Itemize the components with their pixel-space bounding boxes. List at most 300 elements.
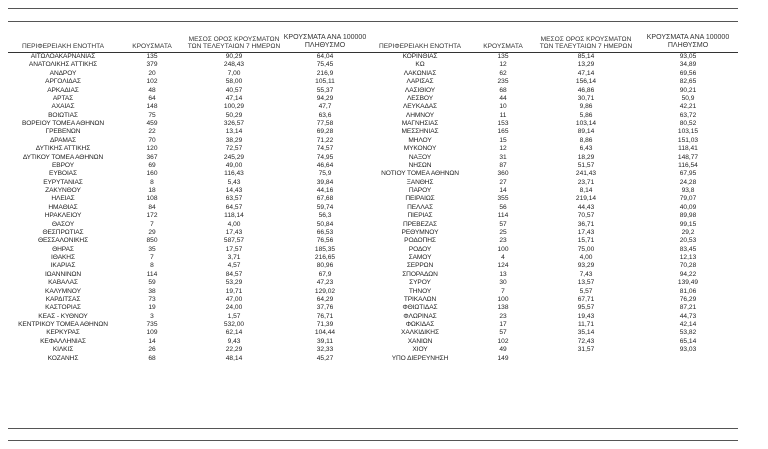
cases-cell: 379 [146, 61, 158, 69]
table-row [8, 195, 738, 203]
avg7-cell: 89,14 [577, 128, 595, 136]
cases-cell: 360 [497, 170, 509, 178]
per100k-cell: 46,64 [316, 161, 334, 169]
per100k-cell: 63,72 [679, 111, 697, 119]
table-row [8, 61, 738, 69]
table-row [8, 288, 738, 296]
avg7-cell: 22,29 [225, 346, 243, 354]
region-cell: ΔΥΤΙΚΗΣ ΑΤΤΙΚΗΣ [35, 145, 91, 153]
per100k-cell [638, 355, 738, 363]
per100k-cell: 59,74 [316, 203, 334, 211]
cases-cell: 19 [148, 304, 156, 312]
cases-cell: 153 [497, 120, 509, 127]
region-cell: ΙΚΑΡΙΑΣ [50, 262, 76, 270]
cases-cell: 8 [150, 262, 154, 270]
cases-cell: 100 [497, 245, 509, 253]
avg7-cell: 11,71 [577, 321, 594, 328]
region-cell: ΝΑΞΟΥ [408, 153, 432, 161]
cases-cell: 30 [499, 279, 507, 287]
region-cell: ΕΥΒΟΙΑΣ [49, 170, 77, 178]
cases-cell: 13 [499, 270, 507, 278]
table-row [8, 53, 738, 62]
table-row [8, 120, 738, 128]
per100k-cell: 151,03 [677, 136, 699, 144]
region-cell: ΕΒΡΟΥ [51, 161, 74, 169]
cases-cell: 12 [499, 61, 507, 69]
avg7-cell: 36,71 [577, 220, 595, 228]
per100k-cell: 93,05 [679, 53, 697, 60]
region-cell: ΧΑΛΚΙΔΙΚΗΣ [401, 329, 439, 337]
table-row [8, 262, 738, 270]
table-row [8, 246, 738, 254]
per100k-cell: 94,29 [316, 94, 334, 102]
cases-cell: 114 [146, 270, 158, 278]
per100k-cell: 90,21 [679, 86, 697, 94]
header-avg7: ΜΕΣΟΣ ΟΡΟΣ ΚΡΟΥΣΜΑΤΩΝ ΤΩΝ ΤΕΛΕΥΤΑΙΩΝ 7 ΗΜΕΡΩΝ [534, 34, 638, 53]
avg7-cell: 8,86 [579, 136, 593, 144]
header-region: ΠΕΡΙΦΕΡΕΙΑΚΗ ΕΝΟΤΗΤΑ [368, 34, 472, 53]
cases-cell: 14 [148, 337, 156, 345]
per100k-cell: 53,82 [679, 329, 697, 337]
table-row [8, 204, 738, 212]
per100k-cell: 74,95 [316, 153, 334, 161]
cases-cell: 38 [148, 287, 156, 295]
region-cell: ΤΗΝΟΥ [408, 287, 432, 295]
per100k-cell: 99,15 [679, 220, 697, 228]
per100k-cell: 67,68 [316, 195, 334, 203]
per100k-cell: 216,65 [314, 254, 336, 261]
avg7-cell: 19,43 [577, 312, 595, 320]
per100k-cell: 105,11 [315, 78, 335, 86]
per100k-cell: 69,56 [679, 69, 697, 77]
avg7-cell: 245,29 [223, 153, 245, 161]
per100k-cell: 77,58 [316, 120, 334, 127]
region-cell: ΘΕΣΠΡΩΤΙΑΣ [42, 228, 84, 236]
regional-cases-table [8, 34, 738, 363]
table-row [8, 338, 738, 346]
per100k-cell: 42,14 [679, 321, 697, 328]
table-row [8, 279, 738, 287]
cases-cell: 850 [146, 237, 158, 245]
cases-cell: 165 [497, 128, 509, 136]
avg7-cell: 19,71 [225, 287, 243, 295]
region-cell: ΗΛΕΙΑΣ [51, 195, 75, 203]
region-cell: ΚΑΒΑΛΑΣ [48, 279, 78, 287]
cases-cell: 8 [150, 178, 154, 186]
avg7-cell: 5,43 [227, 178, 241, 186]
per100k-cell: 66,53 [316, 228, 334, 236]
cases-cell: 367 [146, 153, 158, 161]
table-row [8, 162, 738, 170]
cases-cell: 160 [146, 170, 158, 178]
avg7-cell: 4,00 [579, 254, 593, 261]
cases-cell: 26 [148, 346, 156, 354]
avg7-cell: 17,57 [225, 245, 243, 253]
region-cell: ΚΕΡΚΥΡΑΣ [46, 329, 80, 337]
per100k-cell: 93,03 [679, 346, 697, 354]
avg7-cell: 100,29 [223, 103, 245, 111]
cases-cell: 70 [148, 136, 156, 144]
per100k-cell: 83,45 [679, 245, 697, 253]
table-row [8, 229, 738, 237]
region-cell: ΓΡΕΒΕΝΩΝ [45, 128, 81, 136]
per100k-cell: 29,2 [681, 228, 695, 236]
table-row [8, 355, 738, 363]
per100k-cell: 80,96 [316, 262, 334, 270]
per100k-cell: 118,41 [678, 145, 698, 153]
region-cell: ΑΡΤΑΣ [52, 94, 74, 102]
cases-cell: 68 [499, 86, 507, 94]
region-cell: ΑΡΓΟΛΙΔΑΣ [45, 78, 81, 86]
per100k-cell: 104,44 [314, 329, 336, 337]
avg7-cell: 53,29 [225, 279, 243, 287]
cases-cell: 735 [146, 321, 158, 328]
per100k-cell: 65,14 [679, 337, 697, 345]
per100k-cell: 39,84 [316, 178, 334, 186]
table-header-row [8, 34, 738, 53]
top-rule [8, 8, 738, 9]
cases-cell: 172 [146, 212, 158, 220]
avg7-cell: 38,29 [225, 136, 243, 144]
cases-cell: 100 [497, 295, 509, 303]
region-cell: ΙΩΑΝΝΙΝΩΝ [44, 270, 82, 278]
per100k-cell: 81,06 [679, 287, 697, 295]
per100k-cell: 74,57 [316, 145, 334, 153]
region-cell: ΗΜΑΘΙΑΣ [48, 203, 78, 211]
region-cell: ΜΕΣΣΗΝΙΑΣ [401, 128, 439, 136]
cases-cell: 87 [499, 161, 507, 169]
per100k-cell: 75,9 [318, 170, 332, 178]
per100k-cell: 216,9 [316, 69, 334, 77]
table-row [8, 187, 738, 195]
avg7-cell: 23,71 [577, 178, 595, 186]
region-cell: ΜΗΛΟΥ [408, 136, 432, 144]
avg7-cell: 35,14 [577, 329, 595, 337]
avg7-cell: 84,57 [225, 270, 243, 278]
avg7-cell: 587,57 [223, 237, 245, 245]
cases-cell: 56 [499, 203, 507, 211]
cases-cell: 75 [148, 111, 156, 119]
region-cell: ΚΟΡΙΝΘΙΑΣ [402, 53, 438, 60]
cases-cell: 84 [148, 203, 156, 211]
table-row [8, 112, 738, 120]
region-cell: ΡΕΘΥΜΝΟΥ [401, 228, 439, 236]
per100k-cell: 89,98 [679, 212, 697, 220]
cases-cell: 108 [146, 195, 158, 203]
region-cell: ΖΑΚΥΝΘΟΥ [45, 187, 81, 194]
region-cell: ΔΡΑΜΑΣ [49, 136, 77, 144]
region-cell: ΣΕΡΡΩΝ [406, 262, 434, 270]
region-cell: ΛΑΣΙΘΙΟΥ [404, 86, 436, 94]
cases-cell: 11 [499, 111, 507, 119]
region-cell: ΛΑΚΩΝΙΑΣ [403, 69, 437, 77]
avg7-cell: 13,57 [577, 279, 595, 287]
avg7-cell: 17,43 [225, 228, 243, 236]
avg7-cell: 30,71 [577, 94, 595, 102]
avg7-cell: 63,57 [225, 195, 243, 203]
region-cell: ΒΟΙΩΤΙΑΣ [48, 111, 78, 119]
table-row [8, 221, 738, 229]
table-row [8, 95, 738, 103]
avg7-cell: 4,57 [227, 262, 241, 270]
per100k-cell: 76,71 [316, 312, 334, 320]
avg7-cell: 85,14 [577, 53, 595, 60]
region-cell: ΘΗΡΑΣ [52, 245, 74, 253]
region-cell: ΔΥΤΙΚΟΥ ΤΟΜΕΑ ΑΘΗΝΩΝ [22, 153, 104, 161]
avg7-cell: 24,00 [225, 304, 243, 312]
avg7-cell: 49,00 [225, 161, 243, 169]
region-cell: ΧΑΝΙΩΝ [407, 337, 433, 345]
per100k-cell: 148,77 [677, 153, 699, 161]
region-cell: ΠΙΕΡΙΑΣ [407, 212, 433, 220]
cases-cell: 22 [148, 128, 156, 136]
cases-cell: 20 [148, 69, 156, 77]
cases-cell: 149 [497, 354, 509, 362]
region-cell: ΚΑΡΔΙΤΣΑΣ [45, 295, 81, 303]
avg7-cell: 5,57 [579, 287, 593, 295]
region-cell: ΣΥΡΟΥ [409, 279, 431, 287]
avg7-cell: 46,86 [577, 86, 595, 94]
region-cell: ΦΘΙΩΤΙΔΑΣ [402, 304, 438, 312]
cases-cell: 15 [499, 136, 507, 144]
region-cell: ΞΑΝΘΗΣ [406, 178, 434, 186]
table-row [8, 254, 738, 262]
cases-cell: 135 [146, 53, 158, 60]
region-cell: ΚΕΑΣ - ΚΥΘΝΟΥ [38, 312, 88, 320]
avg7-cell: 67,71 [577, 295, 595, 303]
avg7-cell: 44,43 [577, 203, 595, 211]
avg7-cell [534, 355, 638, 363]
region-cell: ΜΑΓΝΗΣΙΑΣ [401, 120, 439, 127]
region-cell: ΚΕΝΤΡΙΚΟΥ ΤΟΜΕΑ ΑΘΗΝΩΝ [18, 321, 108, 328]
cases-cell: 69 [148, 161, 156, 169]
per100k-cell: 50,84 [316, 220, 334, 228]
per100k-cell: 67,9 [318, 270, 332, 278]
cases-cell: 459 [146, 120, 158, 127]
avg7-cell: 31,57 [577, 346, 595, 354]
per100k-cell: 42,21 [679, 103, 697, 111]
region-cell: ΠΡΕΒΕΖΑΣ [402, 220, 438, 228]
region-cell: ΣΑΜΟΥ [408, 254, 432, 261]
cases-cell: 3 [150, 312, 154, 320]
avg7-cell: 15,71 [577, 237, 595, 245]
cases-cell: 17 [499, 321, 507, 328]
cases-cell: 62 [499, 69, 507, 77]
cases-cell: 120 [146, 145, 158, 153]
avg7-cell: 532,00 [223, 321, 245, 328]
avg7-cell: 13,14 [225, 128, 243, 136]
cases-cell: 14 [499, 187, 507, 194]
per100k-cell: 47,23 [316, 279, 334, 287]
cases-cell: 25 [499, 228, 507, 236]
region-cell: ΑΡΚΑΔΙΑΣ [47, 86, 79, 94]
header-region: ΠΕΡΙΦΕΡΕΙΑΚΗ ΕΝΟΤΗΤΑ [8, 34, 118, 53]
header-cases: ΚΡΟΥΣΜΑΤΑ [118, 34, 186, 53]
avg7-cell: 95,57 [577, 304, 595, 312]
region-cell: ΙΘΑΚΗΣ [51, 254, 75, 261]
table-body [8, 53, 738, 363]
avg7-cell: 48,14 [225, 354, 243, 362]
avg7-cell: 219,14 [575, 195, 597, 203]
per100k-cell: 56,3 [318, 212, 332, 220]
table-row [8, 103, 738, 111]
avg7-cell: 58,00 [225, 78, 243, 86]
cases-cell: 31 [499, 153, 507, 161]
cases-cell: 7 [150, 220, 154, 228]
region-cell: ΚΟΖΑΝΗΣ [47, 354, 79, 362]
table-row [8, 296, 738, 304]
table-row [8, 329, 738, 337]
avg7-cell: 72,43 [577, 337, 595, 345]
region-cell: ΘΕΣΣΑΛΟΝΙΚΗΣ [37, 237, 89, 245]
per100k-cell: 103,15 [677, 128, 699, 136]
region-cell: ΚΕΦΑΛΛΗΝΙΑΣ [40, 337, 86, 345]
avg7-cell: 248,43 [223, 61, 245, 69]
avg7-cell: 75,00 [577, 245, 595, 253]
cases-cell: 4 [501, 254, 505, 261]
per100k-cell: 12,13 [679, 254, 697, 261]
avg7-cell: 70,57 [577, 212, 595, 220]
header-avg7: ΜΕΣΟΣ ΟΡΟΣ ΚΡΟΥΣΜΑΤΩΝ ΤΩΝ ΤΕΛΕΥΤΑΙΩΝ 7 ΗΜΕΡΩΝ [186, 34, 282, 53]
avg7-cell: 51,57 [577, 161, 595, 169]
cases-cell: 135 [497, 53, 509, 60]
region-cell: ΛΑΡΙΣΑΣ [406, 78, 434, 86]
per100k-cell: 76,56 [316, 237, 334, 245]
cases-cell: 23 [499, 237, 507, 245]
table-row [8, 78, 738, 86]
per100k-cell: 32,33 [316, 346, 334, 354]
region-cell: ΠΕΛΛΑΣ [407, 203, 433, 211]
cases-cell: 114 [497, 212, 509, 220]
avg7-cell: 64,57 [225, 203, 243, 211]
cases-cell: 235 [497, 78, 509, 86]
avg7-cell: 9,43 [227, 337, 241, 345]
cases-cell: 7 [150, 254, 154, 261]
region-cell: ΑΝΔΡΟΥ [49, 69, 77, 77]
region-cell: ΚΙΛΚΙΣ [52, 346, 74, 354]
avg7-cell: 5,86 [579, 111, 593, 119]
per100k-cell: 70,28 [679, 262, 697, 270]
cases-cell: 355 [497, 195, 509, 203]
table-row [8, 145, 738, 153]
per100k-cell: 69,28 [316, 128, 334, 136]
per100k-cell: 76,29 [679, 295, 697, 303]
per100k-cell: 37,76 [316, 304, 334, 312]
region-cell: ΘΑΣΟΥ [51, 220, 75, 228]
per100k-cell: 80,52 [679, 120, 697, 127]
per100k-cell: 79,07 [679, 195, 697, 203]
top-rule-second [8, 21, 738, 22]
per100k-cell: 63,6 [318, 111, 332, 119]
avg7-cell: 13,29 [577, 61, 595, 69]
table-row [8, 137, 738, 145]
per100k-cell: 116,54 [678, 161, 698, 169]
region-cell: ΠΕΙΡΑΙΩΣ [405, 195, 435, 203]
per100k-cell: 185,35 [314, 245, 336, 253]
region-cell: ΦΩΚΙΔΑΣ [405, 321, 435, 328]
cases-cell: 49 [499, 346, 507, 354]
region-cell: ΧΙΟΥ [412, 346, 428, 354]
region-cell: ΤΡΙΚΑΛΩΝ [403, 295, 437, 303]
cases-cell: 48 [148, 86, 156, 94]
table-row [8, 313, 738, 321]
per100k-cell: 50,9 [681, 94, 695, 102]
bottom-rule-second [8, 440, 738, 441]
cases-cell: 73 [148, 295, 156, 303]
per100k-cell: 44,73 [679, 312, 697, 320]
table-row [8, 170, 738, 178]
region-cell: ΚΩ [415, 61, 425, 69]
region-cell: ΛΗΜΝΟΥ [405, 111, 435, 119]
table-row [8, 304, 738, 312]
avg7-cell: 93,29 [577, 262, 595, 270]
cases-cell: 148 [146, 103, 158, 111]
avg7-cell: 8,14 [579, 187, 593, 194]
per100k-cell: 139,49 [677, 279, 699, 287]
table-row [8, 237, 738, 245]
region-cell: ΡΟΔΟΥ [408, 245, 432, 253]
region-cell: ΝΟΤΙΟΥ ΤΟΜΕΑ ΑΘΗΝΩΝ [381, 170, 459, 178]
region-cell: ΦΛΩΡΙΝΑΣ [403, 312, 437, 320]
per100k-cell: 94,22 [679, 270, 697, 278]
avg7-cell: 18,29 [577, 153, 595, 161]
cases-cell: 10 [499, 103, 507, 111]
region-cell: ΕΥΡΥΤΑΝΙΑΣ [43, 178, 83, 186]
avg7-cell: 3,71 [227, 254, 241, 261]
cases-cell: 138 [497, 304, 509, 312]
table-row [8, 154, 738, 162]
avg7-cell: 4,00 [227, 220, 241, 228]
avg7-cell: 14,43 [225, 187, 243, 194]
bottom-rule [8, 428, 738, 429]
region-cell: ΗΡΑΚΛΕΙΟΥ [44, 212, 82, 220]
per100k-cell: 87,21 [679, 304, 697, 312]
avg7-cell: 47,00 [225, 295, 243, 303]
per100k-cell: 93,8 [681, 187, 695, 194]
table-row [8, 271, 738, 279]
header-per100k: ΚΡΟΥΣΜΑΤΑ ΑΝΑ 100000 ΠΛΗΘΥΣΜΟ [638, 34, 738, 53]
per100k-cell: 55,37 [316, 86, 334, 94]
cases-cell: 27 [499, 178, 507, 186]
per100k-cell: 67,95 [679, 170, 697, 178]
cases-cell: 109 [146, 329, 158, 337]
cases-cell: 64 [148, 94, 156, 102]
avg7-cell: 103,14 [575, 120, 597, 127]
region-cell: ΛΕΥΚΑΔΑΣ [402, 103, 438, 111]
per100k-cell: 44,16 [316, 187, 334, 194]
avg7-cell: 50,29 [225, 111, 243, 119]
region-cell: ΑΝΑΤΟΛΙΚΗΣ ΑΤΤΙΚΗΣ [28, 61, 98, 69]
cases-cell: 57 [499, 220, 507, 228]
per100k-cell: 45,27 [316, 354, 334, 362]
avg7-cell: 72,57 [225, 145, 243, 153]
cases-cell: 124 [497, 262, 509, 270]
cases-cell: 57 [499, 329, 507, 337]
region-cell: ΚΑΣΤΟΡΙΑΣ [45, 304, 81, 312]
region-cell: ΚΑΛΥΜΝΟΥ [45, 287, 81, 295]
avg7-cell: 6,43 [579, 145, 593, 153]
table-row [8, 321, 738, 329]
per100k-cell: 64,04 [316, 53, 334, 60]
avg7-cell: 326,57 [223, 120, 245, 127]
region-cell: ΛΕΣΒΟΥ [407, 94, 433, 102]
cases-cell: 12 [499, 145, 507, 153]
avg7-cell: 40,57 [225, 86, 243, 94]
avg7-cell: 1,57 [227, 312, 241, 320]
cases-cell: 35 [148, 245, 156, 253]
region-cell: ΠΑΡΟΥ [408, 187, 432, 194]
cases-cell: 23 [499, 312, 507, 320]
